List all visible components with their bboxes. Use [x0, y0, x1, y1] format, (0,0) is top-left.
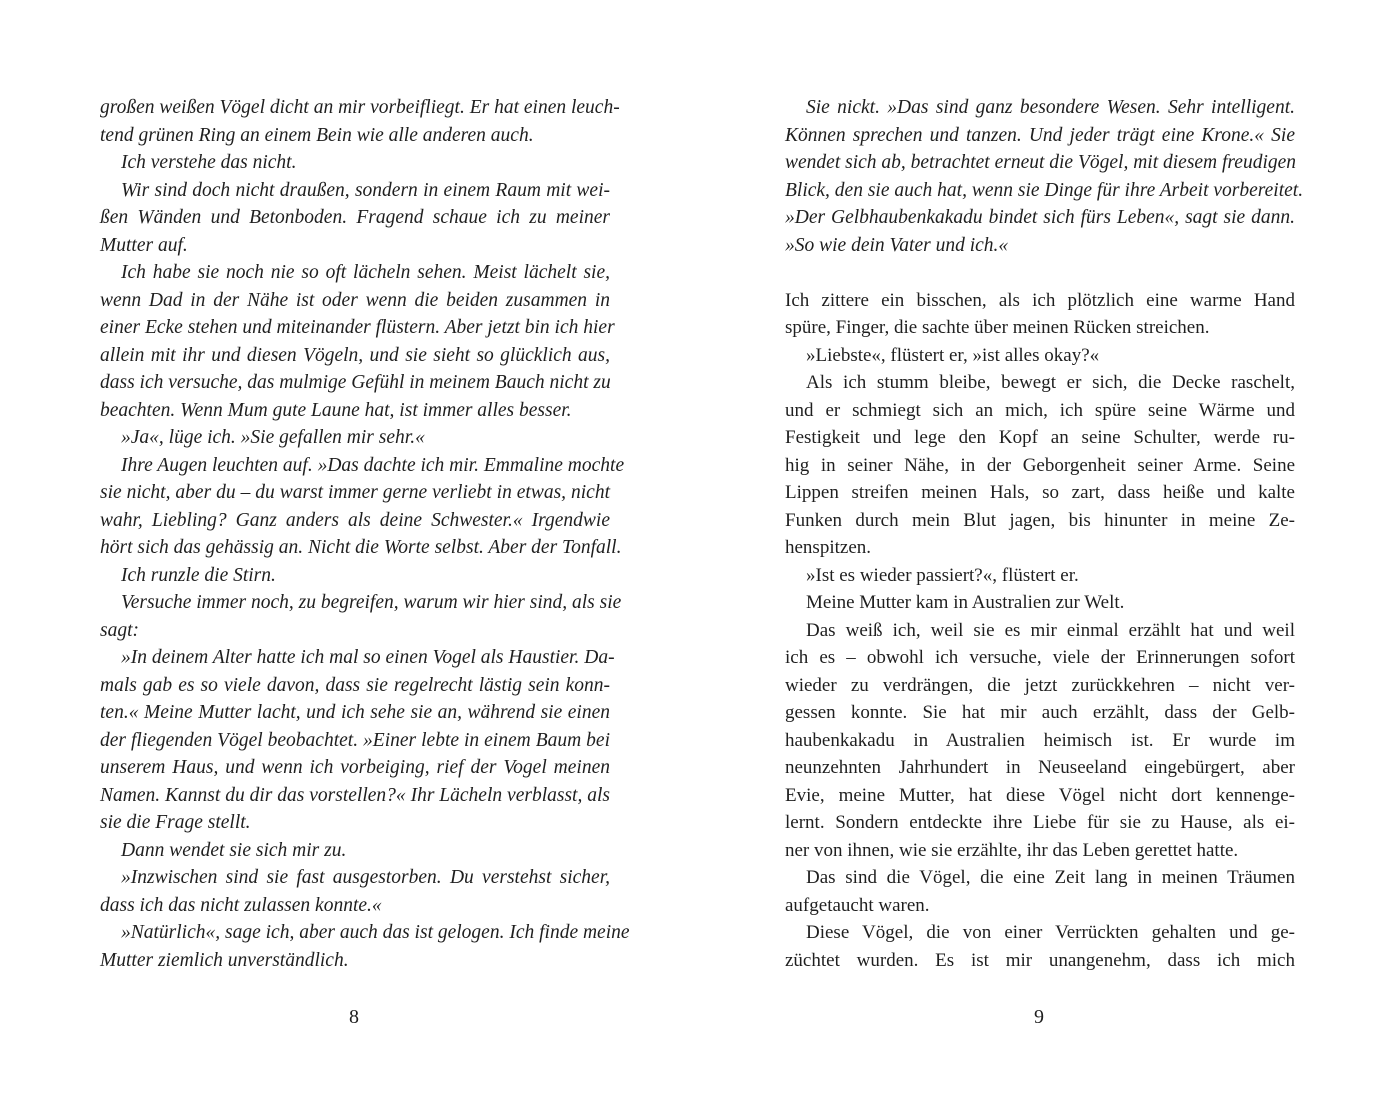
text-line: wahr, Liebling? Ganz anders als deine Schwester.« Irgendwie: [100, 509, 610, 531]
page-number: 9: [1034, 1006, 1044, 1028]
text-line: beachten. Wenn Mum gute Laune hat, ist immer alles besser.: [100, 399, 572, 421]
text-line: haubenkakadu in Australien heimisch ist. Er wurde im: [785, 729, 1295, 751]
text-line: und er schmiegt sich an mich, ich spüre seine Wärme und: [785, 399, 1295, 421]
text-line: Das weiß ich, weil sie es mir einmal erzählt hat und weil: [806, 619, 1295, 641]
text-line: wendet sich ab, betrachtet erneut die Vögel, mit diesem freudigen: [785, 152, 1297, 173]
text-line: »So wie dein Vater und ich.«: [785, 234, 1009, 256]
text-line: Blick, den sie auch hat, wenn sie Dinge für ihre Arbeit vorbereitet.: [785, 179, 1304, 201]
text-line: züchtet wurden. Es ist mir unangenehm, dass ich mich: [785, 949, 1295, 971]
text-line: Können sprechen und tanzen. Und jeder trägt eine Krone.« Sie: [785, 124, 1295, 146]
text-line: aufgetaucht waren.: [785, 894, 930, 916]
text-line: Ich habe sie noch nie so oft lächeln sehen. Meist lächelt sie,: [121, 262, 610, 283]
text-line: der fliegenden Vögel beobachtet. »Einer lebte in einem Baum bei: [100, 729, 610, 751]
text-line: Sie nickt. »Das sind ganz besondere Wesen. Sehr intelligent.: [806, 97, 1295, 118]
text-line: Meine Mutter kam in Australien zur Welt.: [806, 592, 1125, 613]
text-line: hig in seiner Nähe, in der Geborgenheit seiner Arme. Seine: [785, 454, 1295, 476]
text-line: Versuche immer noch, zu begreifen, warum wir hier sind, als sie: [121, 592, 622, 613]
text-line: dass ich versuche, das mulmige Gefühl in meinem Bauch nicht zu: [100, 372, 611, 393]
text-line: Als ich stumm bleibe, bewegt er sich, die Decke raschelt,: [806, 372, 1295, 393]
text-line: Ich zittere ein bisschen, als ich plötzlich eine warme Hand: [785, 289, 1295, 311]
text-line: Funken durch mein Blut jagen, bis hinunter in meine Ze-: [785, 509, 1295, 531]
text-line: tend grünen Ring an einem Bein wie alle anderen auch.: [100, 124, 534, 146]
text-line: spüre, Finger, die sachte über meinen Rücken streichen.: [785, 317, 1210, 338]
page-number: 8: [349, 1006, 359, 1028]
text-line: Wir sind doch nicht draußen, sondern in einem Raum mit wei-: [121, 179, 610, 201]
text-line: unserem Haus, und wenn ich vorbeiging, rief der Vogel meinen: [100, 757, 610, 778]
text-line: ich es – obwohl ich versuche, viele der Erinnerungen sofort: [785, 647, 1295, 668]
text-line: wenn Dad in der Nähe ist oder wenn die beiden zusammen in: [100, 289, 610, 311]
text-line: großen weißen Vögel dicht an mir vorbeifliegt. Er hat einen leuch-: [100, 97, 620, 118]
text-line: sie die Frage stellt.: [100, 812, 251, 833]
text-line: lernt. Sondern entdeckte ihre Liebe für sie zu Hause, als ei-: [785, 812, 1295, 833]
text-line: ten.« Meine Mutter lacht, und ich sehe sie an, während sie einen: [100, 702, 610, 723]
text-line: Dann wendet sie sich mir zu.: [121, 839, 347, 861]
italic-passage: [785, 94, 1304, 259]
text-line: Evie, meine Mutter, hat diese Vögel nicht dort kennenge-: [785, 784, 1295, 806]
text-line: dass ich das nicht zulassen konnte.«: [100, 894, 382, 916]
left-page: [100, 94, 630, 974]
text-line: Ich runzle die Stirn.: [121, 564, 276, 586]
right-page: [785, 94, 1304, 974]
text-line: ßen Wänden und Betonboden. Fragend schaue ich zu meiner: [100, 207, 610, 228]
text-line: henspitzen.: [785, 537, 872, 558]
text-line: Diese Vögel, die von einer Verrückten gehalten und ge-: [806, 922, 1295, 943]
text-line: sie nicht, aber du – du warst immer gerne verliebt in etwas, nicht: [100, 482, 610, 503]
text-line: sagt:: [100, 619, 139, 641]
text-line: neunzehnten Jahrhundert in Neuseeland eingebürgert, aber: [785, 757, 1295, 778]
text-line: Lippen streifen meinen Hals, so zart, dass heiße und kalte: [785, 482, 1295, 503]
text-line: hört sich das gehässig an. Nicht die Worte selbst. Aber der Tonfall.: [100, 537, 622, 558]
text-line: allein mit ihr und diesen Vögeln, und sie sieht so glücklich aus,: [100, 344, 610, 366]
text-line: ner von ihnen, wie sie erzählte, ihr das Leben gerettet hatte.: [785, 839, 1239, 861]
text-line: »Ist es wieder passiert?«, flüstert er.: [806, 564, 1079, 586]
text-line: »Ja«, lüge ich. »Sie gefallen mir sehr.«: [121, 427, 425, 448]
body-passage: [785, 287, 1295, 975]
text-line: Festigkeit und lege den Kopf an seine Schulter, werde ru-: [785, 427, 1295, 448]
text-line: wieder zu verdrängen, die jetzt zurückkehren – nicht ver-: [785, 674, 1295, 696]
text-line: Mutter auf.: [100, 234, 188, 256]
text-line: »In deinem Alter hatte ich mal so einen Vogel als Haustier. Da-: [121, 647, 615, 668]
text-line: »Liebste«, flüstert er, »ist alles okay?«: [806, 344, 1100, 366]
text-line: mals gab es so viele davon, dass sie regelrecht lästig sein konn-: [100, 674, 610, 696]
section-break: [785, 259, 1295, 287]
text-line: Ich verstehe das nicht.: [121, 152, 297, 173]
text-line: gessen konnte. Sie hat mir auch erzählt, dass der Gelb-: [785, 702, 1295, 723]
text-line: »Inzwischen sind sie fast ausgestorben. Du verstehst sicher,: [121, 867, 610, 888]
text-line: Namen. Kannst du dir das vorstellen?« Ihr Lächeln verblasst, als: [100, 784, 610, 806]
text-line: Das sind die Vögel, die eine Zeit lang in meinen Träumen: [806, 867, 1295, 888]
text-line: »Natürlich«, sage ich, aber auch das ist gelogen. Ich finde meine: [121, 922, 630, 943]
text-line: Mutter ziemlich unverständlich.: [100, 949, 349, 971]
text-line: Ihre Augen leuchten auf. »Das dachte ich mir. Emmaline mochte: [121, 454, 625, 476]
text-line: einer Ecke stehen und miteinander flüstern. Aber jetzt bin ich hier: [100, 317, 615, 338]
text-line: »Der Gelbhaubenkakadu bindet sich fürs Leben«, sagt sie dann.: [785, 207, 1295, 228]
